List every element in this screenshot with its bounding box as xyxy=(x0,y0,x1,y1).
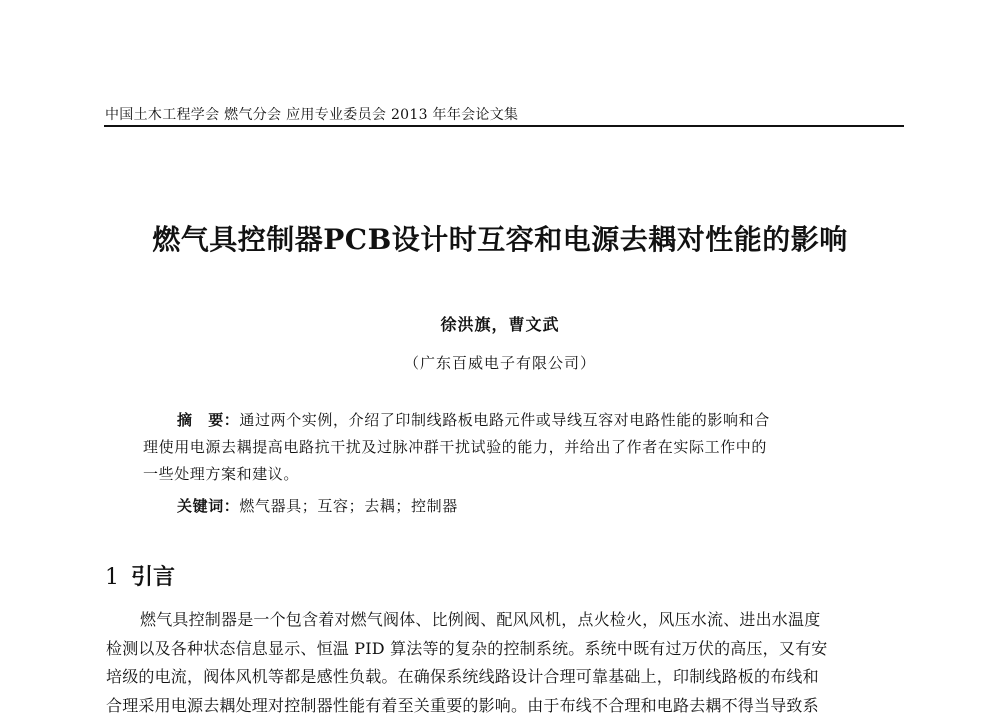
abstract xyxy=(143,407,868,488)
abstract-line: 理使用电源去耦提高电路抗干扰及过脉冲群干扰试验的能力，并给出了作者在实际工作中的 xyxy=(143,438,768,456)
body-line: 培级的电流，阀体风机等都是感性负载。在确保系统线路设计合理可靠基础上，印制线路板的布线和 xyxy=(106,667,819,686)
section-heading xyxy=(105,560,175,591)
header-rule xyxy=(104,125,904,127)
keywords xyxy=(177,495,458,516)
body-line: 合理采用电源去耦处理对控制器性能有着至关重要的影响。由于布线不合理和电路去耦不得当导致系 xyxy=(106,695,819,715)
body-line: 检测以及各种状态信息显示、恒温 PID 算法等的复杂的控制系统。系统中既有过万伏的高压，又有安 xyxy=(106,638,828,658)
affiliation: （广东百威电子有限公司） xyxy=(403,354,596,372)
keywords-label: 关键词： xyxy=(177,497,240,515)
keywords-text: 燃气器具；互容；去耦；控制器 xyxy=(239,497,458,515)
abstract-text: 通过两个实例，介绍了印制线路板电路元件或导线互容对电路性能的影响和合 xyxy=(239,411,770,429)
abstract-line xyxy=(143,407,868,434)
abstract-line: 一些处理方案和建议。 xyxy=(143,465,300,483)
running-header: 中国土木工程学会 燃气分会 应用专业委员会 2013 年年会论文集 xyxy=(105,107,519,123)
section-title: 引言 xyxy=(131,564,176,590)
body-line: 燃气具控制器是一个包含着对燃气阀体、比例阀、配风风机，点火检火，风压水流、进出水温度 xyxy=(140,610,821,629)
section-number: 1 xyxy=(105,565,119,590)
authors: 徐洪旗，曹文武 xyxy=(440,315,560,334)
paper-title: 燃气具控制器PCB设计时互容和电源去耦对性能的影响 xyxy=(152,223,848,256)
body-paragraph xyxy=(106,606,904,720)
abstract-label: 摘 要： xyxy=(177,411,240,429)
